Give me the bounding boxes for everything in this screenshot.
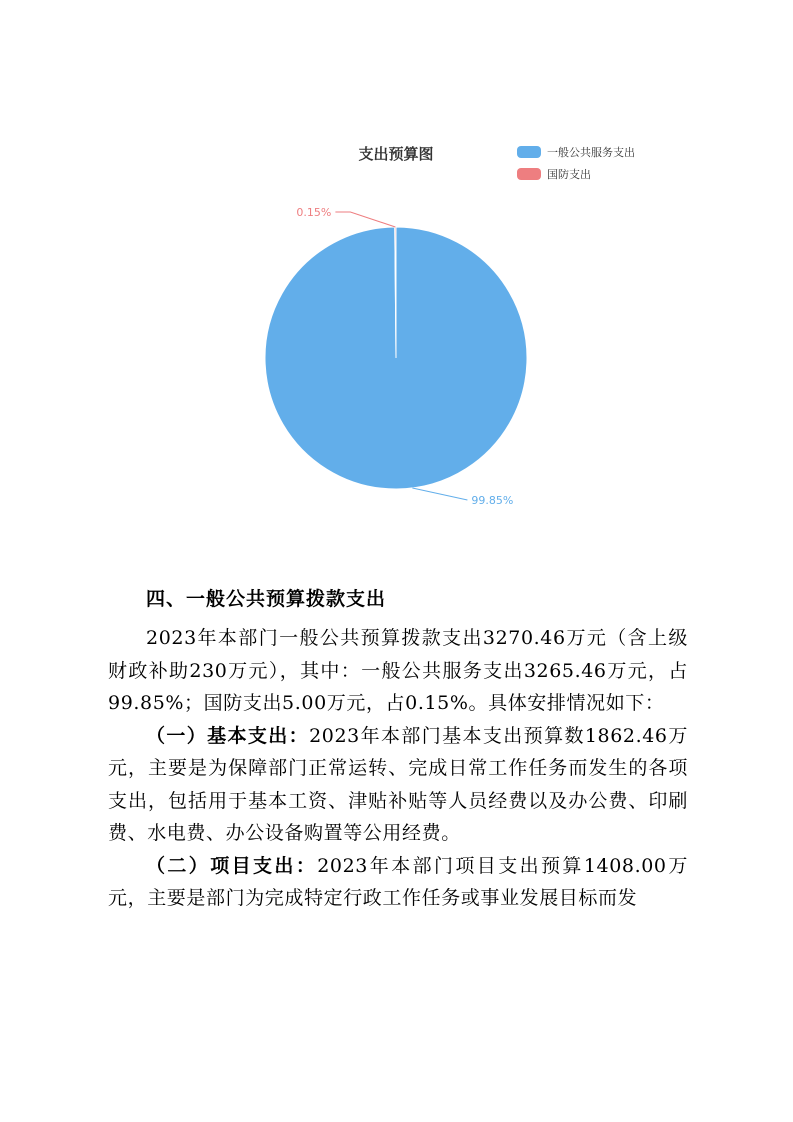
chart-legend — [517, 145, 635, 181]
pie-label-leader-line — [412, 488, 467, 500]
legend-swatch-general-public-services — [517, 146, 541, 158]
project-expense-paragraph — [108, 850, 688, 915]
pie-chart — [0, 0, 793, 560]
basic-expense-label: （一）基本支出： — [146, 724, 310, 747]
legend-label-general-public-services: 一般公共服务支出 — [547, 146, 635, 159]
basic-expense-paragraph — [108, 720, 688, 850]
intro-paragraph: 2023年本部门一般公共预算拨款支出3270.46万元（含上级财政补助230万元），其中：一般公共服务支出3265.46万元，占99.85%；国防支出5.00万元，占0.15%。具体安排情况如下： — [108, 627, 688, 714]
section-body — [108, 622, 688, 915]
pie-label-leader-line — [335, 212, 395, 227]
section-heading: 四、一般公共预算拨款支出 — [146, 588, 387, 610]
project-expense-text: 2023年本部门项目支出预算1408.00万元，主要是部门为完成特定行政工作任务或事业发展目标而发 — [108, 854, 688, 909]
pie-label-general-public-services: 99.85% — [471, 493, 514, 507]
pie-label-national-defense: 0.15% — [296, 206, 332, 220]
basic-expense-text: 2023年本部门基本支出预算数1862.46万元，主要是为保障部门正常运转、完成日常工作任务而发生的各项支出，包括用于基本工资、津贴补贴等人员经费以及办公费、印刷费、水电费、办公设备购置等公用经费。 — [108, 724, 688, 844]
project-expense-label: （二）项目支出： — [146, 854, 318, 877]
legend-label-national-defense: 国防支出 — [547, 168, 591, 181]
chart-title: 支出预算图 — [358, 145, 434, 163]
legend-swatch-national-defense — [517, 168, 541, 180]
